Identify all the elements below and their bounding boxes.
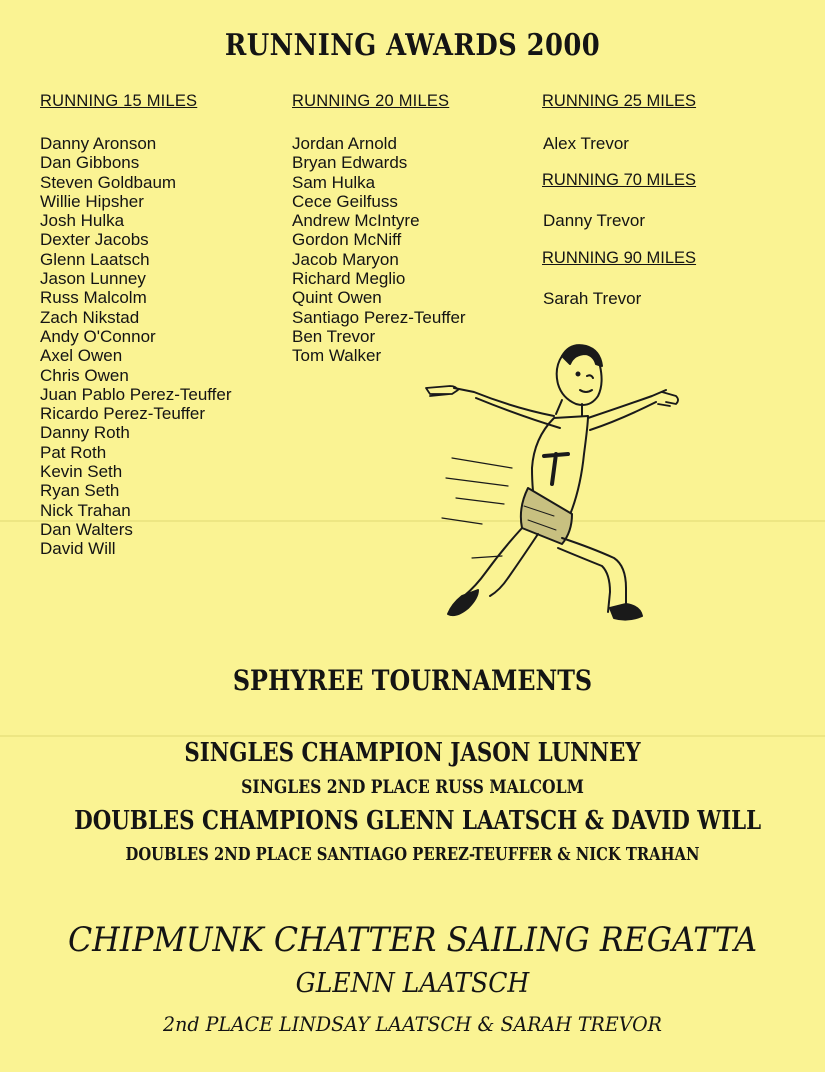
list-20-miles	[292, 134, 466, 366]
name-item: Dan Walters	[40, 519, 133, 539]
name-item: Juan Pablo Perez-Teuffer	[40, 384, 232, 404]
heading-15-miles: RUNNING 15 MILES	[40, 92, 198, 110]
name-item: Sam Hulka	[292, 172, 376, 192]
name-25-miles: Alex Trevor	[543, 134, 629, 153]
name-item: Pat Roth	[40, 442, 107, 462]
name-item: Quint Owen	[292, 288, 382, 308]
heading-25-miles: RUNNING 25 MILES	[542, 92, 697, 110]
name-item: Ben Trevor	[292, 326, 376, 346]
name-item: Dexter Jacobs	[40, 230, 149, 250]
name-item: Steven Goldbaum	[40, 172, 177, 192]
name-item: Jacob Maryon	[292, 249, 399, 269]
name-item: Tom Walker	[292, 346, 382, 366]
list-15-miles	[40, 134, 232, 559]
name-item: Ricardo Perez-Teuffer	[40, 404, 206, 424]
name-item: Nick Trahan	[40, 500, 131, 520]
heading-90-miles: RUNNING 90 MILES	[542, 249, 697, 267]
name-item: Dan Gibbons	[40, 153, 140, 173]
name-item: Glenn Laatsch	[40, 249, 150, 269]
page-title: RUNNING AWARDS 2000	[224, 28, 601, 63]
name-item: Bryan Edwards	[292, 153, 408, 173]
name-item: Josh Hulka	[40, 211, 125, 231]
name-item: Cece Geilfuss	[292, 191, 398, 211]
sphyree-title: SPHYREE TOURNAMENTS	[232, 664, 593, 697]
name-item: Santiago Perez-Teuffer	[292, 307, 466, 327]
regatta-title: CHIPMUNK CHATTER SAILING REGATTA	[67, 920, 758, 960]
singles-second: SINGLES 2ND PLACE RUSS MALCOLM	[241, 776, 584, 798]
heading-20-miles: RUNNING 20 MILES	[292, 92, 450, 110]
singles-champion: SINGLES CHAMPION JASON LUNNEY	[184, 738, 641, 768]
name-item: Danny Roth	[40, 423, 130, 443]
runner-illustration	[412, 338, 687, 628]
name-item: Russ Malcolm	[40, 288, 147, 308]
name-item: David Will	[40, 539, 116, 559]
name-item: Willie Hipsher	[40, 191, 144, 211]
name-item: Zach Nikstad	[40, 307, 140, 327]
name-item: Gordon McNiff	[292, 230, 402, 250]
name-item: Richard Meglio	[292, 269, 406, 289]
regatta-winner: GLENN LAATSCH	[295, 968, 530, 999]
name-item: Jason Lunney	[40, 269, 146, 289]
name-item: Danny Aronson	[40, 134, 157, 153]
name-item: Andy O'Connor	[40, 326, 156, 346]
name-item: Kevin Seth	[40, 462, 123, 482]
name-90-miles: Sarah Trevor	[543, 289, 642, 308]
doubles-second: DOUBLES 2ND PLACE SANTIAGO PEREZ-TEUFFER & NICK TRAHAN	[125, 844, 700, 865]
doubles-champions: DOUBLES CHAMPIONS GLENN LAATSCH & DAVID WILL	[74, 806, 762, 836]
name-item: Andrew McIntyre	[292, 211, 420, 231]
name-item: Chris Owen	[40, 365, 129, 385]
name-70-miles: Danny Trevor	[543, 211, 646, 230]
name-item: Axel Owen	[40, 346, 123, 366]
regatta-second: 2nd PLACE LINDSAY LAATSCH & SARAH TREVOR	[163, 1012, 662, 1036]
name-item: Jordan Arnold	[292, 134, 397, 153]
fold-line	[0, 735, 825, 737]
name-item: Ryan Seth	[40, 481, 120, 501]
heading-70-miles: RUNNING 70 MILES	[542, 171, 697, 189]
